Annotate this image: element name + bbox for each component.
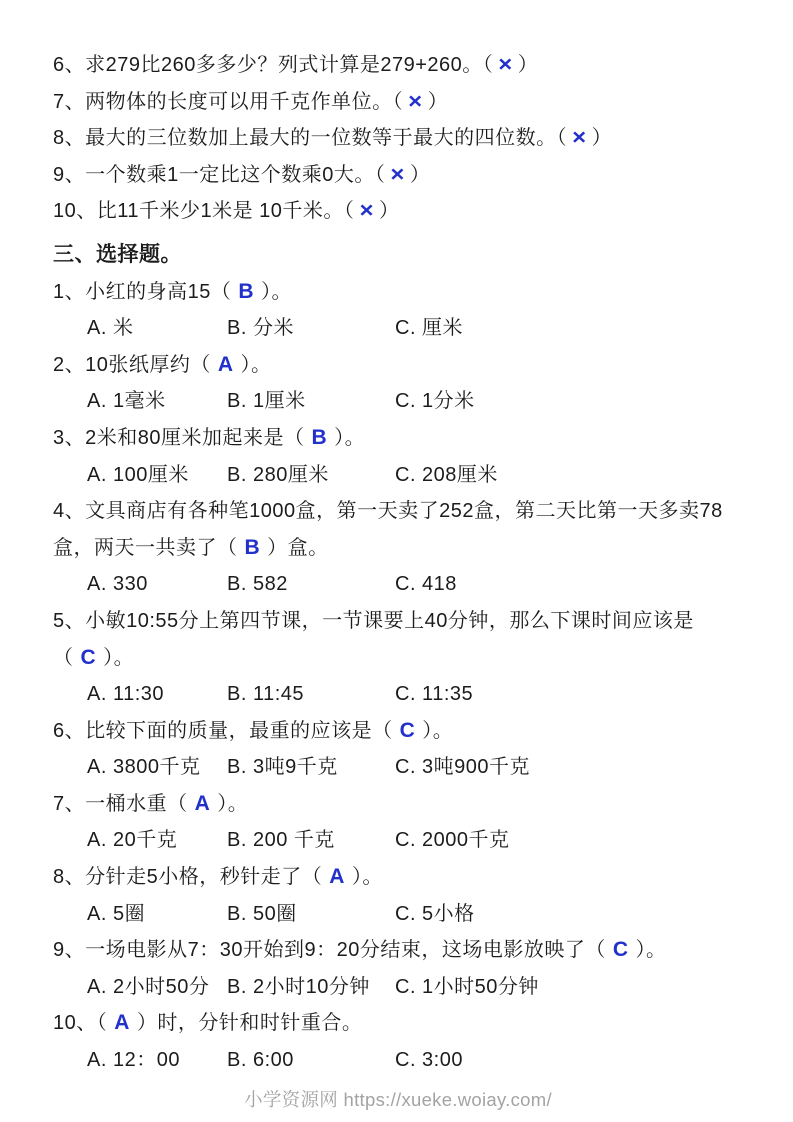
choice-question-8 [53,859,743,896]
option-c: C. 418 [395,573,457,596]
question-text-after: ）。 [334,426,366,449]
judgement-section [53,47,743,230]
option-c: C. 2000千克 [395,829,510,852]
option-a: A. 5圈 [87,902,146,925]
answer-letter: C [399,718,416,742]
option-b: B. 50圈 [227,902,297,925]
options-row-3 [53,457,743,494]
cross-mark-icon: × [408,88,423,114]
choice-question-9 [53,932,743,969]
answer-letter: A [329,865,345,889]
judgement-item-9 [53,157,743,194]
option-b: B. 2小时10分钟 [227,975,370,998]
choice-question-2 [53,347,743,384]
section-title: 三、选择题。 [53,242,182,266]
option-b: B. 280厘米 [227,463,329,486]
options-row-9 [53,969,743,1006]
paren-close: ） [427,90,449,113]
option-c: C. 3:00 [395,1049,463,1072]
option-a: A. 2小时50分 [87,975,210,998]
question-text-after: ）盒。 [267,536,329,559]
question-text-after: ）。 [261,280,293,303]
options-row-1 [53,310,743,347]
question-text-after: ）时，分针和时针重合。 [136,1012,363,1035]
choice-question-1 [53,274,743,311]
choice-question-4 [53,493,743,566]
judgement-item-7 [53,84,743,121]
option-a: A. 11:30 [87,683,165,706]
paren-close: ） [409,163,431,186]
choice-question-10 [53,1005,743,1042]
option-a: A. 330 [87,573,148,596]
choice-question-7 [53,786,743,823]
option-b: B. 分米 [227,317,294,340]
question-text-after: ）。 [240,353,272,376]
answer-letter: B [311,425,328,449]
choice-question-3 [53,420,743,457]
answer-letter: B [244,535,261,559]
question-text: 10、（ [53,1012,108,1035]
option-c: C. 208厘米 [395,463,498,486]
judgement-text: 6、求279比260多多少？列式计算是279+260。（ [53,54,494,76]
question-text-after: ）。 [351,866,383,889]
option-b: B. 3吨9千克 [227,756,338,779]
answer-letter: C [80,645,97,669]
footer-text: 小学资源网 https://xueke.woiay.com/ [244,1088,552,1110]
judgement-item-10 [53,193,743,230]
judgement-item-6 [53,47,743,84]
question-text: 8、分针走5小格，秒针走了（ [53,866,323,889]
option-c: C. 11:35 [395,683,474,706]
judgement-text: 10、比11千米少1米是 10千米。（ [53,200,355,223]
judgement-text: 9、一个数乘1一定比这个数乘0大。（ [53,163,386,186]
options-row-10 [53,1042,743,1079]
option-b: B. 200 千克 [227,829,335,852]
options-row-7 [53,822,743,859]
option-b: B. 11:45 [227,683,305,706]
option-a: A. 1毫米 [87,390,166,413]
option-c: C. 厘米 [395,317,464,340]
footer [53,1082,743,1119]
option-c: C. 1小时50分钟 [395,975,539,998]
choice-question-6 [53,713,743,750]
judgement-item-8 [53,120,743,157]
option-c: C. 1分米 [395,390,475,413]
cross-mark-icon: × [498,52,513,77]
cross-mark-icon: × [359,198,374,224]
option-b: B. 1厘米 [227,390,306,413]
paren-close: ） [591,127,613,150]
options-row-2 [53,383,743,420]
option-a: A. 100厘米 [87,463,189,486]
cross-mark-icon: × [572,125,587,151]
option-b: B. 6:00 [227,1049,294,1072]
paren-close: ） [517,54,539,76]
question-text-after: ）。 [422,719,454,742]
question-text: 9、一场电影从7：30开始到9：20分结束，这场电影放映了（ [53,939,606,962]
question-text: 7、一桶水重（ [53,792,188,815]
option-a: A. 3800千克 [87,756,201,779]
cross-mark-icon: × [390,161,405,187]
question-text: 1、小红的身高15（ [53,280,232,303]
question-text: 3、2米和80厘米加起来是（ [53,426,305,449]
question-text: 6、比较下面的质量，最重的应该是（ [53,719,393,742]
options-row-8 [53,896,743,933]
option-c: C. 5小格 [395,902,475,925]
question-text-after: ）。 [635,939,667,962]
answer-letter: B [238,279,255,303]
judgement-text: 8、最大的三位数加上最大的一位数等于最大的四位数。（ [53,127,568,150]
question-text: 4、文具商店有各种笔1000盒，第一天卖了252盒，第二天比第一天多卖78盒，两天一共卖了（ [53,500,723,559]
question-text: 2、10张纸厚约（ [53,353,211,376]
choice-question-5 [53,603,743,676]
options-row-5 [53,676,743,713]
option-a: A. 米 [87,317,134,340]
answer-letter: C [612,938,629,962]
question-text-after: ）。 [217,792,249,815]
options-row-4 [53,566,743,603]
answer-letter: A [114,1011,130,1035]
question-text-after: ）。 [103,646,135,669]
option-b: B. 582 [227,573,288,596]
option-a: A. 20千克 [87,829,178,852]
paren-close: ） [378,200,400,223]
option-a: A. 12：00 [87,1049,180,1072]
answer-letter: A [194,791,211,815]
choice-section [53,237,743,1079]
judgement-text: 7、两物体的长度可以用千克作单位。（ [53,90,404,113]
option-c: C. 3吨900千克 [395,756,531,779]
answer-letter: A [217,352,234,376]
question-text: 5、小敏10:55分上第四节课，一节课要上40分钟，那么下课时间应该是（ [53,609,694,669]
options-row-6 [53,749,743,786]
